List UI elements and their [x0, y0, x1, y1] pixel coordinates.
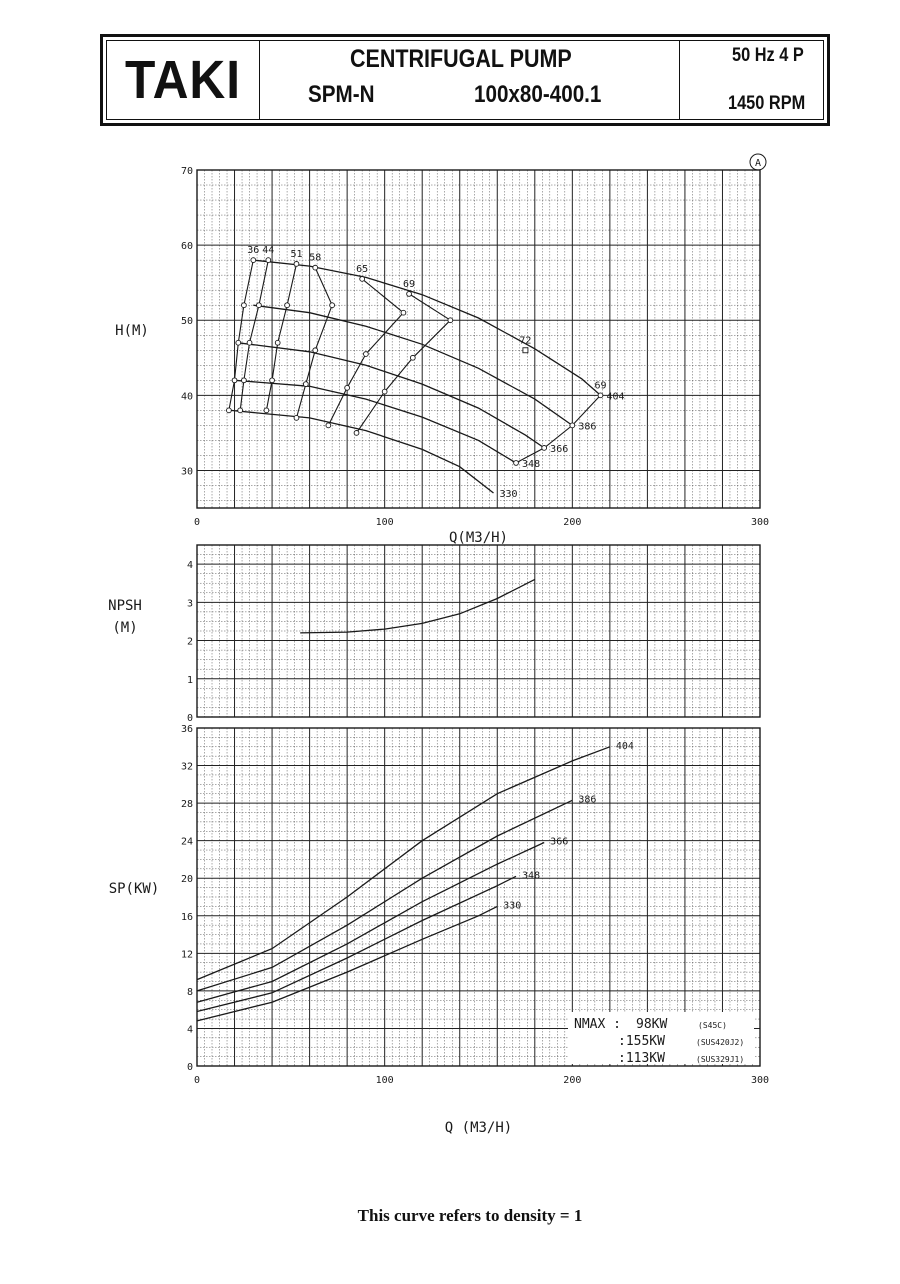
nmax-material: (SUS329J1)	[696, 1055, 745, 1064]
efficiency-marker	[360, 277, 365, 282]
y-tick-label: 30	[180, 466, 193, 478]
y-axis-label: NPSH	[108, 598, 142, 614]
efficiency-marker	[242, 303, 247, 308]
efficiency-label-51: 51	[290, 248, 303, 260]
nmax-material: (S45C)	[698, 1021, 727, 1030]
y-axis-label: H(M)	[115, 323, 149, 339]
y-tick-label: 36	[180, 724, 193, 735]
efficiency-marker	[247, 340, 252, 345]
density-footnote: This curve refers to density = 1	[357, 1206, 583, 1225]
efficiency-marker	[303, 382, 308, 387]
nmax-value: 98KW	[636, 1017, 668, 1032]
efficiency-marker	[330, 303, 335, 308]
y-tick-label: 20	[180, 874, 193, 886]
curve-label-348: 348	[522, 458, 541, 470]
efficiency-marker	[264, 408, 269, 413]
efficiency-label-69: 69	[594, 380, 607, 392]
head-panel	[115, 154, 769, 546]
curve-label-404: 404	[615, 740, 634, 752]
efficiency-marker	[326, 423, 331, 428]
efficiency-marker	[523, 348, 528, 353]
y-tick-label: 40	[180, 391, 193, 403]
curve-label-386: 386	[578, 421, 597, 433]
x-tick-label: 200	[563, 1075, 582, 1086]
efficiency-marker	[514, 461, 519, 466]
y-tick-label: 70	[180, 166, 193, 177]
curve-348	[235, 380, 517, 463]
efficiency-marker	[598, 393, 603, 398]
y-tick-label: 0	[186, 713, 193, 724]
curve-npsh	[300, 579, 535, 633]
y-axis-label: SP(KW)	[108, 881, 160, 897]
y-axis-label: (M)	[112, 620, 138, 636]
corner-mark-letter: A	[754, 158, 762, 169]
x-tick-label: 0	[193, 1075, 201, 1086]
efficiency-marker	[275, 340, 280, 345]
x-tick-label: 300	[750, 517, 770, 528]
efficiency-label-72: 72	[519, 335, 532, 347]
efficiency-marker	[570, 423, 575, 428]
efficiency-marker	[251, 258, 256, 263]
curve-404	[253, 260, 600, 395]
nmax-material: (SUS420J2)	[696, 1038, 745, 1047]
efficiency-marker	[294, 261, 299, 266]
efficiency-marker	[401, 310, 406, 315]
pump-size: 100x80-400.1	[474, 81, 602, 108]
efficiency-marker	[236, 340, 241, 345]
efficiency-marker	[448, 318, 453, 323]
efficiency-marker	[266, 258, 271, 263]
y-tick-label: 28	[180, 799, 193, 811]
curve-label-386: 386	[578, 794, 597, 806]
y-tick-label: 4	[186, 1024, 193, 1036]
efficiency-label-65: 65	[356, 263, 369, 275]
x-tick-label: 100	[375, 517, 394, 528]
y-tick-label: 0	[186, 1062, 193, 1073]
y-tick-label: 50	[180, 316, 193, 328]
y-tick-label: 12	[180, 949, 193, 961]
efficiency-marker	[257, 303, 262, 308]
y-tick-label: 8	[186, 986, 193, 998]
efficiency-line-51	[266, 264, 296, 411]
efficiency-marker	[345, 385, 350, 390]
efficiency-marker	[227, 408, 232, 413]
x-axis-label: Q(M3/H)	[448, 530, 509, 546]
efficiency-marker	[364, 352, 369, 357]
efficiency-marker	[285, 303, 290, 308]
npsh-panel	[108, 545, 760, 724]
efficiency-marker	[407, 292, 412, 297]
efficiency-label-44: 44	[262, 245, 275, 257]
efficiency-marker	[270, 378, 275, 383]
frequency-poles: 50 Hz 4 P	[732, 45, 804, 66]
curve-404	[197, 747, 610, 980]
curve-label-404: 404	[606, 391, 625, 403]
curve-label-330: 330	[503, 900, 522, 912]
efficiency-marker	[410, 355, 415, 360]
y-tick-label: 3	[186, 598, 193, 610]
pump-title: CENTRIFUGAL PUMP	[350, 45, 572, 73]
nmax-label: NMAX :	[574, 1017, 621, 1032]
brand-logo: TAKI	[125, 50, 241, 110]
efficiency-label-69: 69	[403, 278, 416, 290]
efficiency-marker	[542, 446, 547, 451]
efficiency-marker	[294, 415, 299, 420]
efficiency-marker	[232, 378, 237, 383]
x-tick-label: 300	[750, 1075, 770, 1086]
x-tick-label: 200	[563, 517, 582, 528]
curve-366	[197, 843, 544, 1003]
efficiency-marker	[354, 430, 359, 435]
efficiency-marker	[382, 389, 387, 394]
rotation-speed: 1450 RPM	[728, 93, 806, 114]
power-panel	[109, 724, 769, 1136]
x-tick-label: 0	[193, 517, 201, 528]
x-axis-label: Q (M3/H)	[444, 1120, 513, 1136]
efficiency-marker	[242, 378, 247, 383]
efficiency-marker	[313, 265, 318, 270]
y-tick-label: 32	[180, 761, 193, 773]
curve-label-348: 348	[522, 870, 541, 882]
efficiency-marker	[313, 348, 318, 353]
y-tick-label: 16	[180, 911, 193, 923]
pump-model: SPM-N	[308, 81, 375, 108]
y-tick-label: 4	[186, 560, 193, 572]
y-tick-label: 2	[186, 636, 193, 648]
efficiency-label-36: 36	[247, 245, 260, 257]
curve-label-330: 330	[499, 488, 518, 500]
plot-frame	[197, 170, 760, 508]
y-tick-label: 1	[186, 674, 193, 686]
curve-label-366: 366	[550, 836, 569, 848]
x-tick-label: 100	[375, 1075, 394, 1086]
efficiency-marker	[238, 408, 243, 413]
nmax-value: :113KW	[618, 1051, 665, 1066]
y-tick-label: 60	[180, 241, 193, 253]
efficiency-label-58: 58	[309, 252, 322, 264]
y-tick-label: 24	[180, 836, 193, 848]
nmax-value: :155KW	[618, 1034, 665, 1049]
curve-label-366: 366	[550, 443, 569, 455]
